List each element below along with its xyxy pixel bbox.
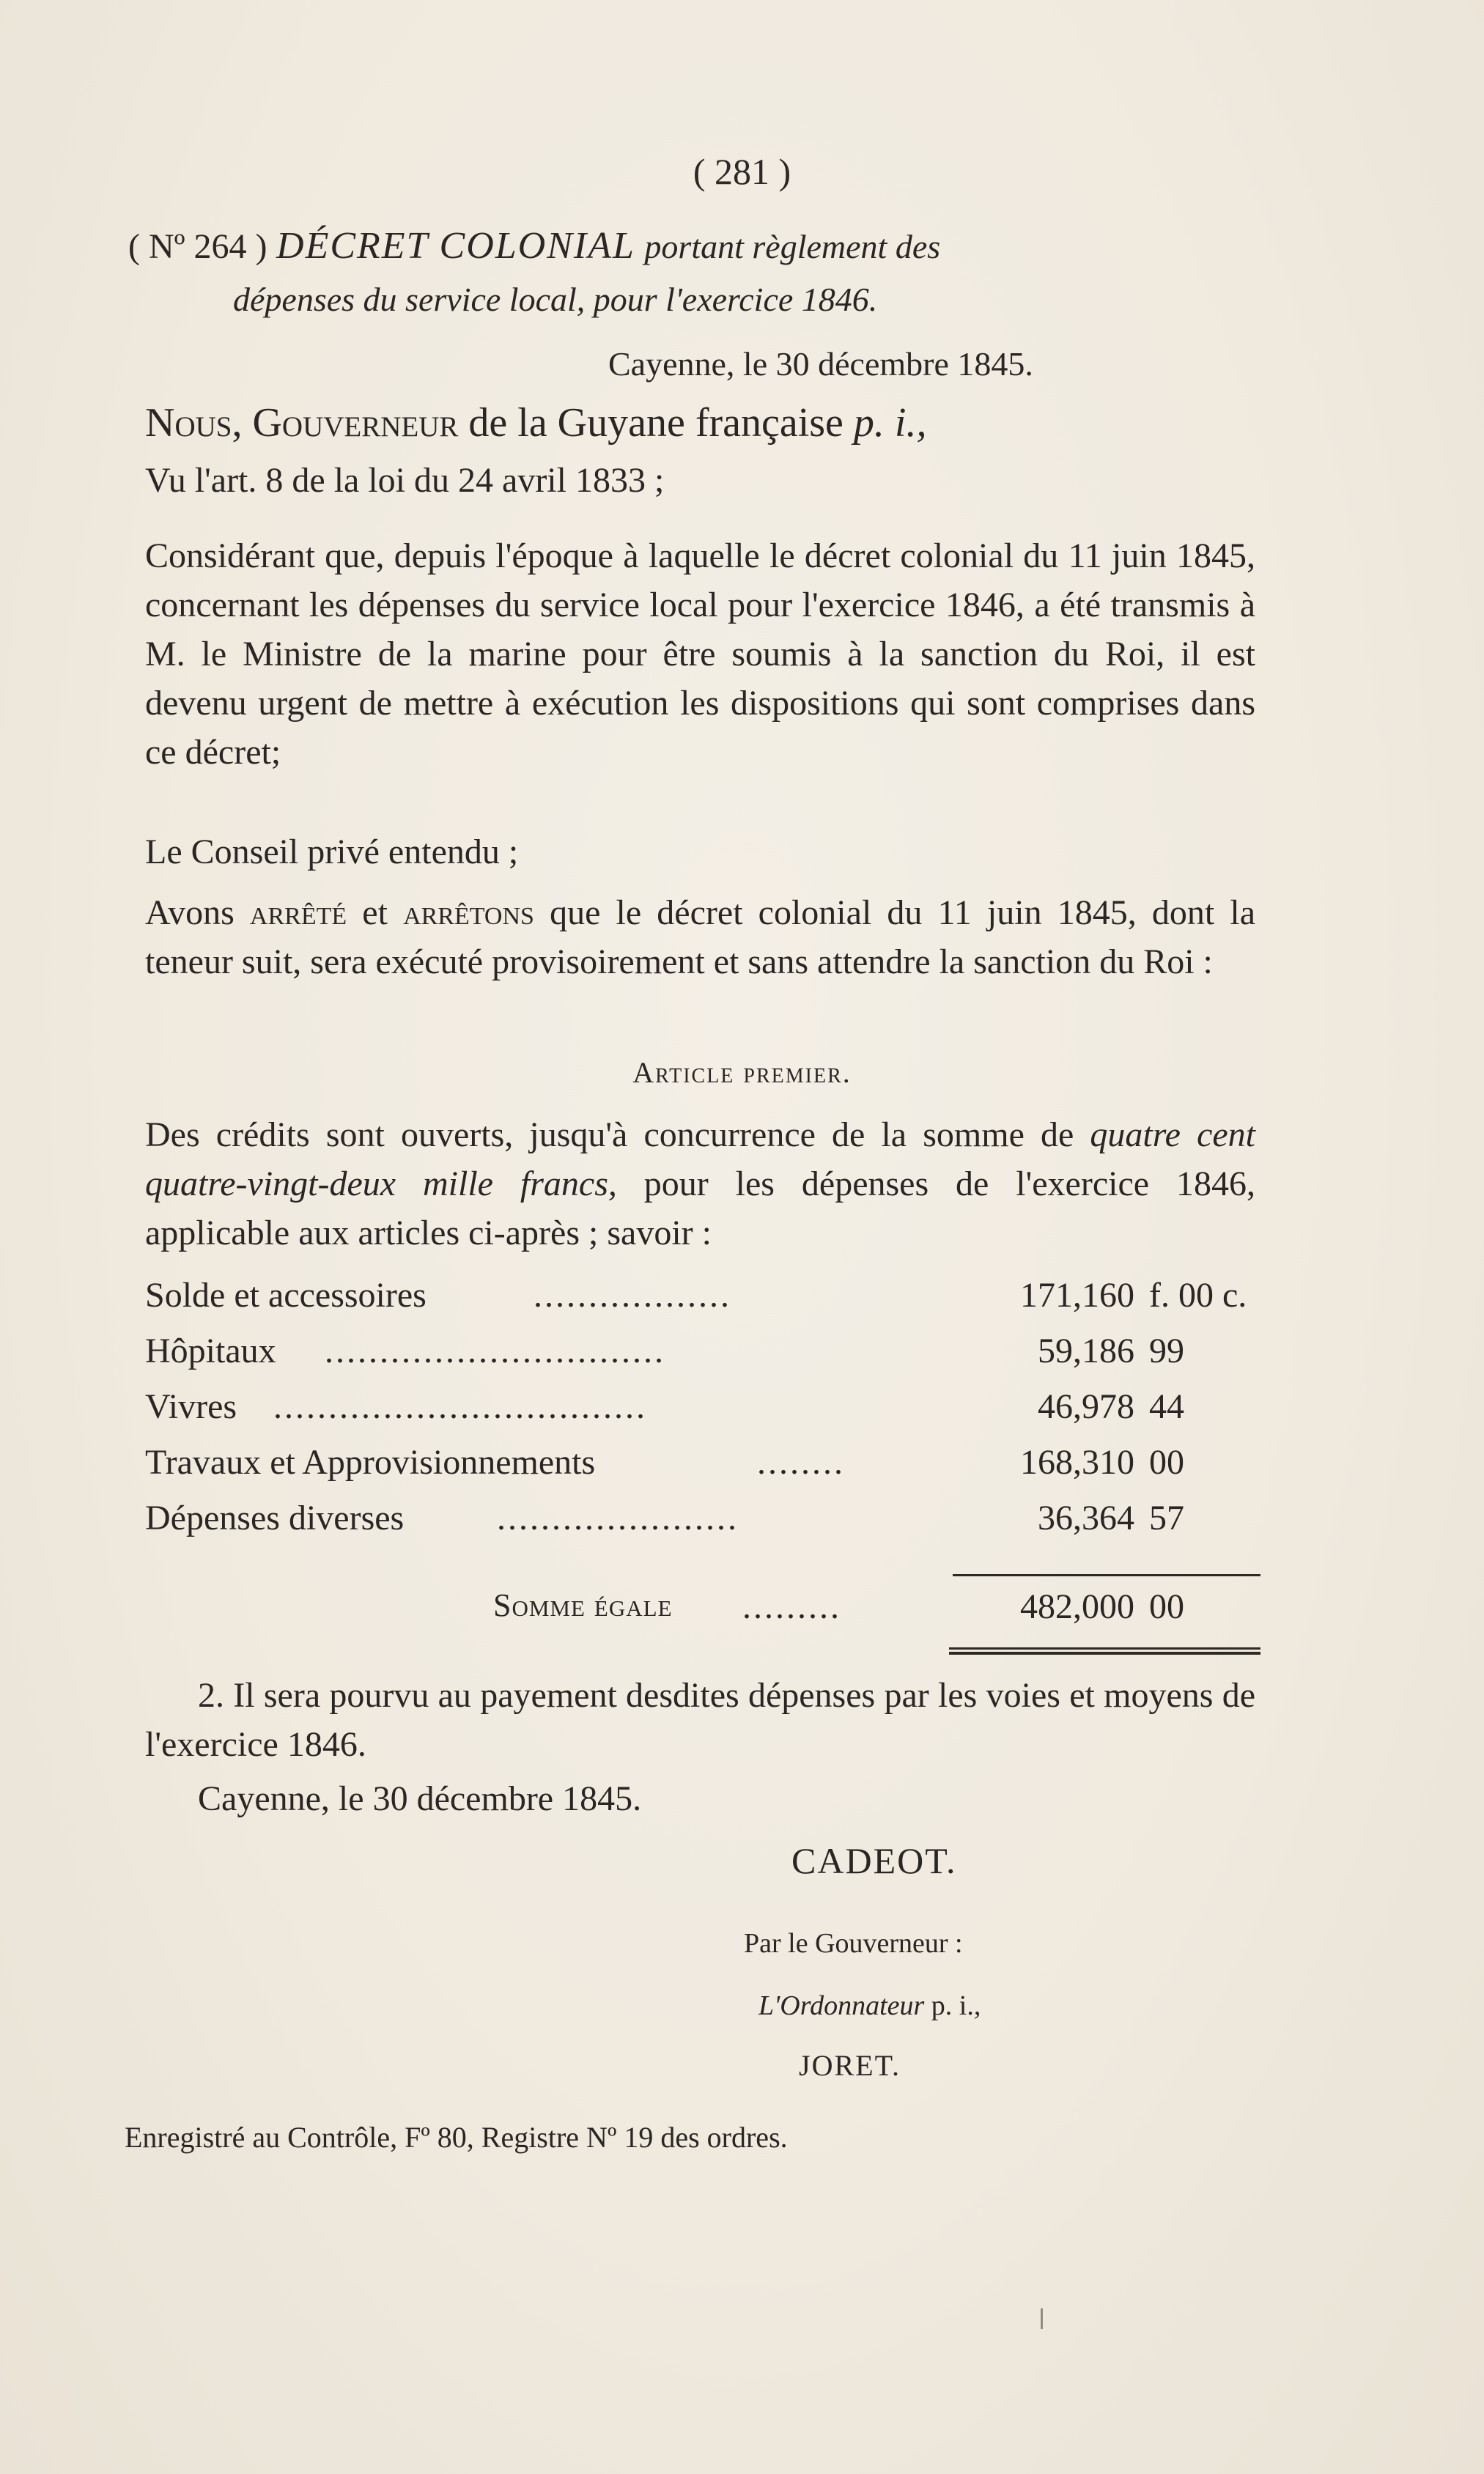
- expense-label: Hôpitaux: [145, 1332, 276, 1370]
- leader-dots: ..................................: [273, 1387, 647, 1426]
- leader-dots: ..................: [534, 1276, 731, 1315]
- expense-label: Dépenses diverses: [145, 1499, 405, 1537]
- credits-amount-words: quatre cent quatre-vingt-deux mille francs,: [145, 1115, 1256, 1203]
- expense-amount: 171,160: [1020, 1276, 1134, 1315]
- avons-rest: que le décret colonial du 11 juin 1845, dont la teneur suit, sera exécuté provisoirement et sans attendre la sanction du Roi :: [145, 893, 1255, 981]
- governor-signature: CADEOT.: [791, 1840, 957, 1881]
- page-number: ( 281 ): [693, 151, 791, 192]
- expense-cents: 99: [1149, 1332, 1184, 1370]
- expense-label: Solde et accessoires: [145, 1276, 427, 1315]
- decree-title: [128, 220, 1260, 325]
- leader-dots: ........: [757, 1443, 845, 1482]
- nous-line: [145, 399, 926, 446]
- credits-start: Des crédits sont ouverts, jusqu'à concurrence de la somme de: [145, 1115, 1074, 1154]
- expense-amount: 36,364: [1038, 1499, 1134, 1537]
- ordonnateur-title: L'Ordonnateur: [758, 1990, 925, 2021]
- expense-amount: 168,310: [1020, 1443, 1134, 1482]
- place-date: Cayenne, le 30 décembre 1845.: [608, 345, 1033, 383]
- expense-row: [145, 1331, 1255, 1386]
- expense-row: [145, 1442, 1255, 1498]
- expense-label: Vivres: [145, 1387, 237, 1426]
- total-amount: 482,000: [1020, 1587, 1134, 1626]
- nous-ital: p. i.,: [853, 400, 927, 446]
- expense-row: [145, 1386, 1255, 1442]
- expense-table: [145, 1275, 1255, 1554]
- ordonnateur-pi: p. i.,: [931, 1990, 981, 2021]
- expense-amount: 59,186: [1038, 1332, 1134, 1370]
- expense-cents: 44: [1149, 1387, 1184, 1426]
- expense-amount: 46,978: [1038, 1387, 1134, 1426]
- ordonnateur-line: [758, 1990, 981, 2022]
- nous-smallcaps: Nous, Gouverneur: [145, 400, 459, 446]
- nous-rest: de la Guyane française: [468, 400, 843, 446]
- total-double-rule: [949, 1647, 1260, 1655]
- closing-place-date: Cayenne, le 30 décembre 1845.: [198, 1779, 642, 1818]
- considerant-paragraph: Considérant que, depuis l'époque à laquelle le décret colonial du 11 juin 1845, concernant les dépenses du service local pour l'exercice 1846, a été transmis à M. le Ministre de la marine pour être soumis à la sanction du Roi, il est devenu urgent de mettre à exécution les dispositions qui sont comprises dans ce décret;: [145, 536, 1255, 772]
- decree-type: DÉCRET COLONIAL: [276, 225, 635, 267]
- leader-dots: .........: [742, 1587, 841, 1626]
- avons-arretons: arrêtons: [403, 893, 534, 932]
- decree-title-line2: dépenses du service local, pour l'exercice 1846.: [233, 281, 878, 318]
- paper-mark: [1041, 2308, 1043, 2329]
- registration-note: Enregistré au Contrôle, Fº 80, Registre Nº 19 des ordres.: [125, 2121, 788, 2154]
- conseil-line: Le Conseil privé entendu ;: [145, 832, 519, 871]
- expense-cents: 00: [1149, 1443, 1184, 1482]
- avons-paragraph: [145, 888, 1255, 986]
- avons-arrete: arrêté: [249, 893, 347, 932]
- expense-row: [145, 1275, 1255, 1331]
- leader-dots: ......................: [497, 1499, 739, 1537]
- ordonnateur-signature: JORET.: [799, 2049, 901, 2082]
- decree-number: ( Nº 264 ): [128, 227, 267, 266]
- avons-et: et: [362, 893, 388, 932]
- expense-row: [145, 1498, 1255, 1554]
- vu-line: Vu l'art. 8 de la loi du 24 avril 1833 ;: [145, 461, 665, 500]
- expense-label: Travaux et Approvisionnements: [145, 1443, 596, 1482]
- total-cents: 00: [1149, 1587, 1184, 1626]
- par-le-gouverneur: Par le Gouverneur :: [744, 1928, 963, 1959]
- leader-dots: ...............................: [325, 1332, 665, 1370]
- expense-cents: 57: [1149, 1499, 1184, 1537]
- expense-cents: f. 00 c.: [1149, 1276, 1247, 1315]
- article-heading: Article premier.: [632, 1056, 852, 1089]
- avons-start: Avons: [145, 893, 235, 932]
- total-row: [145, 1587, 1255, 1638]
- credits-paragraph: [145, 1110, 1255, 1258]
- decree-title-line1: portant règlement des: [644, 228, 941, 265]
- credits-rest: pour les dépenses de l'exercice 1846, applicable aux articles ci-après ; savoir :: [145, 1164, 1255, 1252]
- sum-rule: [953, 1574, 1260, 1576]
- total-label: Somme égale: [493, 1587, 673, 1623]
- article-2-paragraph: 2. Il sera pourvu au payement desdites dépenses par les voies et moyens de l'exercice 1846.: [145, 1676, 1255, 1764]
